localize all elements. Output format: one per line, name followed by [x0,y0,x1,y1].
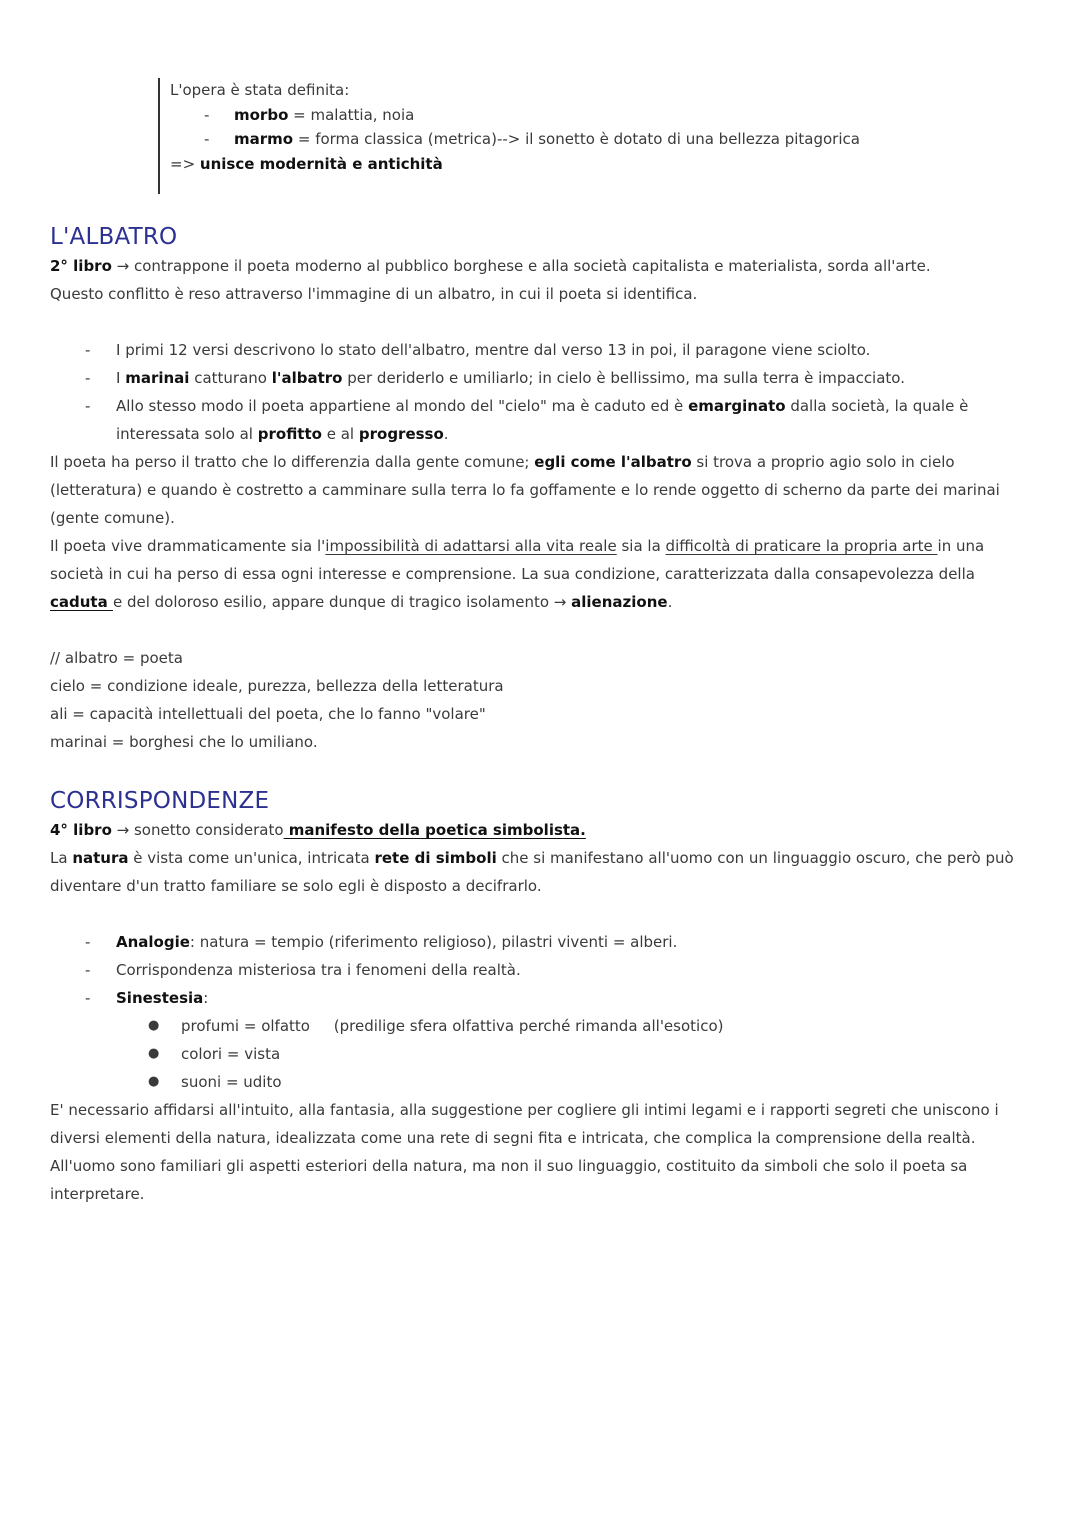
sinestesia-list [50,1012,1035,1096]
intro-item-morbo: - morbo = malattia, noia [170,103,870,128]
list-item: - Analogie: natura = tempio (riferimento religioso), pilastri viventi = alberi. [50,928,1035,956]
dash-bullet: - [204,130,210,148]
section-title-corrispondenze: CORRISPONDENZE [50,788,270,814]
dash-bullet: - [85,369,91,387]
bullet-dot-icon: ● [148,1046,160,1061]
dash-bullet: - [85,397,91,415]
dash-bullet: - [85,341,91,359]
list-item: - I primi 12 versi descrivono lo stato dell'albatro, mentre dal verso 13 in poi, il paragone viene sciolto. [50,336,1035,364]
corr-paragraph-2: E' necessario affidarsi all'intuito, alla fantasia, alla suggestione per cogliere gli intimi legami e i rapporti segreti che uniscono i diversi elementi della natura, idealizzata come una rete di segni fita e intricata, che complica la comprensione della realtà. All'uomo sono familiari gli aspetti esteriori della natura, ma non il suo linguaggio, costituito da simboli che solo il poeta sa interpretare. [50,1101,999,1203]
list-item: ● profumi = olfatto (predilige sfera olfattiva perché rimanda all'esotico) [50,1012,1035,1040]
list-item: ● suoni = udito [50,1068,1035,1096]
albatro-symbols [50,644,1035,756]
section-corrispondenze [50,786,1035,900]
corr-bullet-list [50,928,1035,1012]
list-item: ● colori = vista [50,1040,1035,1068]
symbol-line: ali = capacità intellettuali del poeta, che lo fanno "volare" [50,705,486,723]
dash-bullet: - [204,105,210,124]
list-item: - Corrispondenza misteriosa tra i fenomeni della realtà. [50,956,1035,984]
list-item: - Allo stesso modo il poeta appartiene al mondo del "cielo" ma è caduto ed è emarginato dalla società, la quale è interessata solo al profitto e al progresso. [50,392,1035,448]
albatro-bullet-list [50,336,1035,448]
list-item: - I marinai catturano l'albatro per deriderlo e umiliarlo; in cielo è bellissimo, ma sulla terra è impacciato. [50,364,1035,392]
dash-bullet: - [85,933,91,951]
albatro-paragraph-1: Il poeta ha perso il tratto che lo differenzia dalla gente comune; egli come l'albatro si trova a proprio agio solo in cielo (letteratura) e quando è costretto a camminare sulla terra lo fa goffamente e lo rende oggetto di scherno da parte dei marinai (gente comune). [50,453,1000,527]
intro-item-marmo: - marmo = forma classica (metrica)--> il sonetto è dotato di una bellezza pitagorica [170,127,870,152]
bullet-dot-icon: ● [148,1018,160,1033]
section-albatro [50,222,1035,308]
intro-conclusion: => unisce modernità e antichità [170,154,443,173]
intro-quote-block [158,78,870,194]
corr-paragraph-1: La natura è vista come un'unica, intricata rete di simboli che si manifestano all'uomo con un linguaggio oscuro, che però può diventare d'un tratto familiare se solo egli è disposto a decifrarlo. [50,849,1014,895]
corr-book-line: 4° libro → sonetto considerato manifesto della poetica simbolista. [50,821,586,839]
intro-lead: L'opera è stata definita: [170,81,350,99]
dash-bullet: - [85,961,91,979]
section-title-albatro: L'ALBATRO [50,224,178,250]
albatro-paragraph-2: Il poeta vive drammaticamente sia l'impossibilità di adattarsi alla vita reale sia la difficoltà di praticare la propria arte in una società in cui ha perso di essa ogni interesse e comprensione. La sua condizione, caratterizzata dalla consapevolezza della caduta e del doloroso esilio, appare dunque di tragico isolamento → alienazione. [50,537,985,611]
symbol-line: // albatro = poeta [50,649,183,667]
albatro-book-line: 2° libro → contrappone il poeta moderno al pubblico borghese e alla società capitalista e materialista, sorda all'arte. [50,257,931,275]
albatro-intro-line: Questo conflitto è reso attraverso l'immagine di un albatro, in cui il poeta si identifica. [50,285,698,303]
symbol-line: cielo = condizione ideale, purezza, bellezza della letteratura [50,677,504,695]
symbol-line: marinai = borghesi che lo umiliano. [50,733,318,751]
bullet-dot-icon: ● [148,1074,160,1089]
list-item: - Sinestesia: [50,984,1035,1012]
dash-bullet: - [85,989,91,1007]
